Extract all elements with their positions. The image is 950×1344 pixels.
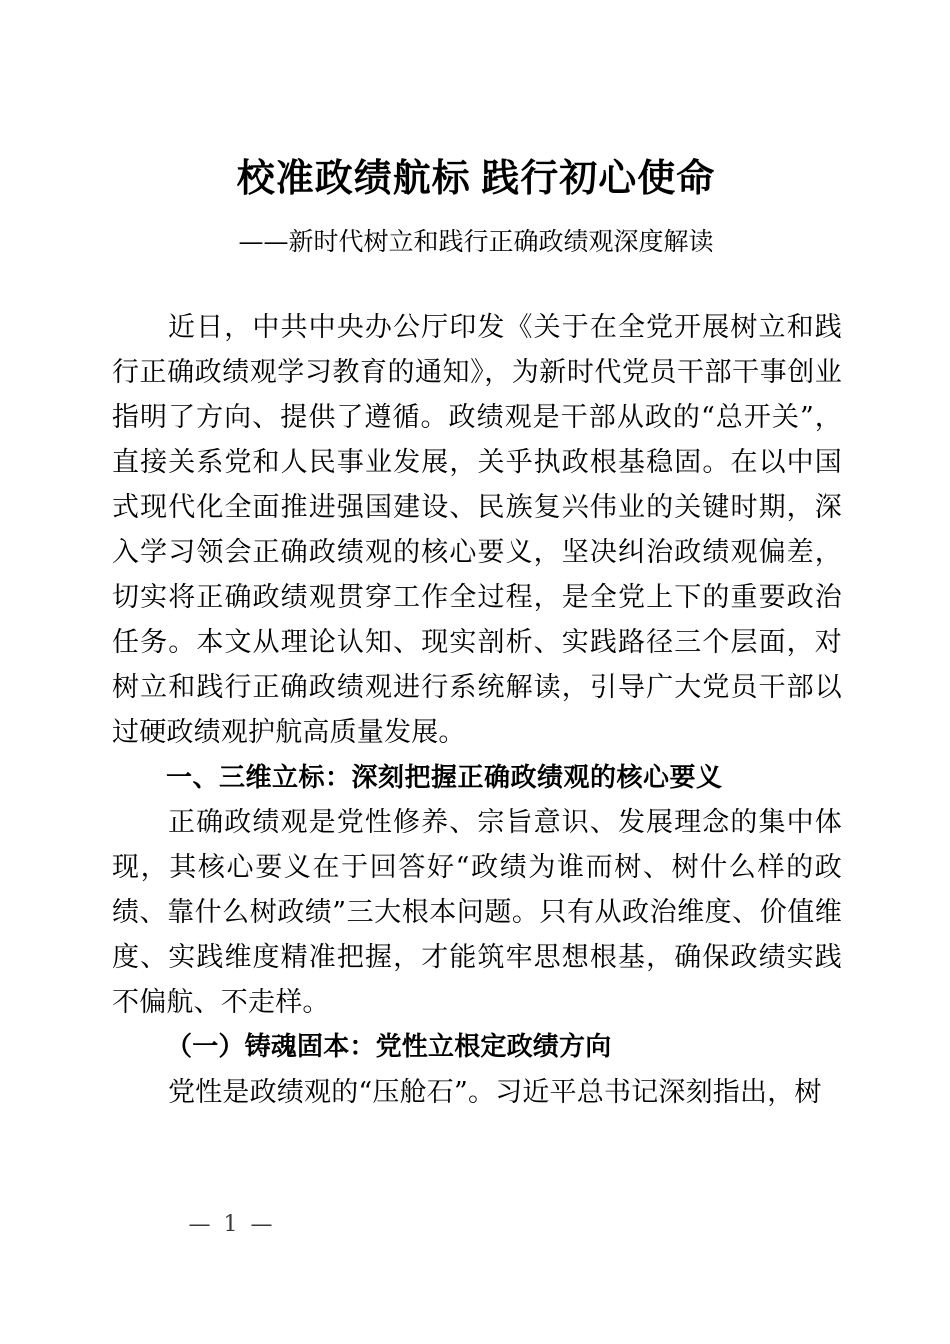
subsection-one-one-paragraph: 党性是政绩观的“压舱石”。习近平总书记深刻指出，树 bbox=[168, 1077, 822, 1108]
title-block bbox=[112, 152, 840, 264]
intro-paragraph: 近日，中共中央办公厅印发《关于在全党开展树立和践行正确政绩观学习教育的通知》，为新时代党员干部干事创业指明了方向、提供了遵循。政绩观是干部从政的“总开关”，直接关系党和人民事业发展，关乎执政根基稳固。在以中国式现代化全面推进强国建设、民族复兴伟业的关键时期，深入学习领会正确政绩观的核心要义，坚决纠治政绩观偏差，切实将正确政绩观贯穿工作全过程，是全党上下的重要政治任务。本文从理论认知、现实剖析、实践路径三个层面，对树立和践行正确政绩观进行系统解读，引导广大党员干部以过硬政绩观护航高质量发展。 bbox=[112, 312, 842, 748]
page-title: 校准政绩航标 践行初心使命 bbox=[236, 158, 716, 200]
document-body bbox=[112, 305, 842, 1115]
page-number-footer: — 1 — bbox=[188, 1212, 276, 1237]
section-heading-one: 一、三维立标：深刻把握正确政绩观的核心要义 bbox=[166, 762, 723, 792]
section-one-paragraph: 正确政绩观是党性修养、宗旨意识、发展理念的集中体现，其核心要义在于回答好“政绩为谁而树、树什么样的政绩、靠什么树政绩”三大根本问题。只有从政治维度、价值维度、实践维度精准把握，才能筑牢思想根基，确保政绩实践不偏航、不走样。 bbox=[112, 807, 842, 1018]
page-subtitle: ——新时代树立和践行正确政绩观深度解读 bbox=[238, 227, 714, 256]
subsection-heading-one-one: （一）铸魂固本：党性立根定政绩方向 bbox=[166, 1032, 612, 1062]
